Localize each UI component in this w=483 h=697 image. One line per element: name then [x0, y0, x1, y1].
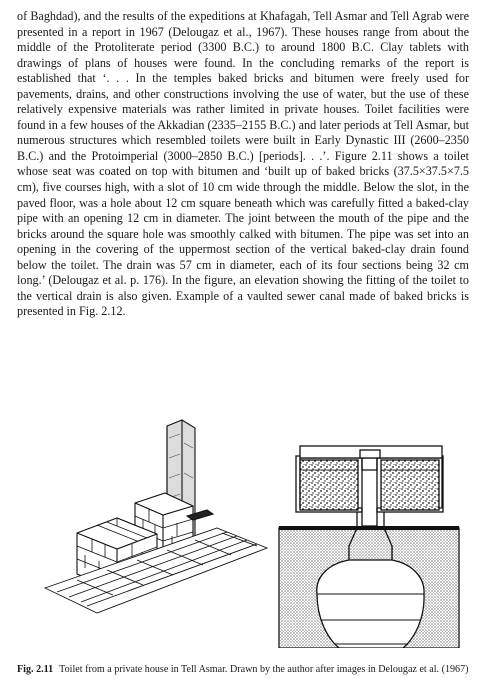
toilet-drawing: [17, 398, 469, 648]
figure-label: Fig. 2.11: [17, 664, 54, 675]
figure-caption-text: Toilet from a private house in Tell Asmar. Drawn by the author after images in Delougaz et al. (1967): [59, 664, 469, 675]
body-text: [17, 9, 469, 320]
isometric-toilet-sketch: [45, 420, 267, 613]
figure-caption: [17, 664, 469, 677]
body-paragraph: of Baghdad), and the results of the expeditions at Khafagah, Tell Asmar and Tell Agrab were presented in a report in 1967 (Delougaz et al., 1967). These houses range from about the middle of the Protoliterate period (3300 B.C.) to around 1800 B.C. Clay tablets with drawings of plans of houses were found. In the concluding remarks of the report is established that ‘. . . In the temples baked bricks and bitumen were freely used for pavements, drains, and other constructions involving the use of water, but the use of these relatively expensive materials was rather limited in private houses. Toilet facilities were found in a few houses of the Akkadian (2335–2155 B.C.) and later periods at Tell Asmar, but numerous structures which resembled toilets were built in Early Dynastic III (2600–2350 B.C.) and the Protoimperial (3000–2850 B.C.) [periods]. . .’. Figure 2.11 shows a toilet whose seat was coated on top with bitumen and ‘built up of baked bricks (37.5×37.5×7.5 cm), five courses high, with a slot of 10 cm wide through the middle. Below the slot, in the paved floor, was a hole about 12 cm square beneath which was carefully fitted a baked-clay pipe with an opening 12 cm in diameter. The joint between the mouth of the pipe and the bricks around the square hole was smoothly calked with bitumen. The pipe was set into an opening in the covering of the uppermost section of the vertical baked-clay drain found below the toilet. The drain was 57 cm in diameter, each of its four sections being 32 cm long.’ (Delougaz et al. p. 176). In the figure, an elevation showing the fitting of the toilet to the vertical drain is also given. Example of a vaulted sewer canal made of baked bricks is presented in Fig. 2.12.: [17, 9, 469, 319]
figure-2-11: [17, 398, 469, 648]
elevation-section-sketch: [279, 446, 459, 648]
